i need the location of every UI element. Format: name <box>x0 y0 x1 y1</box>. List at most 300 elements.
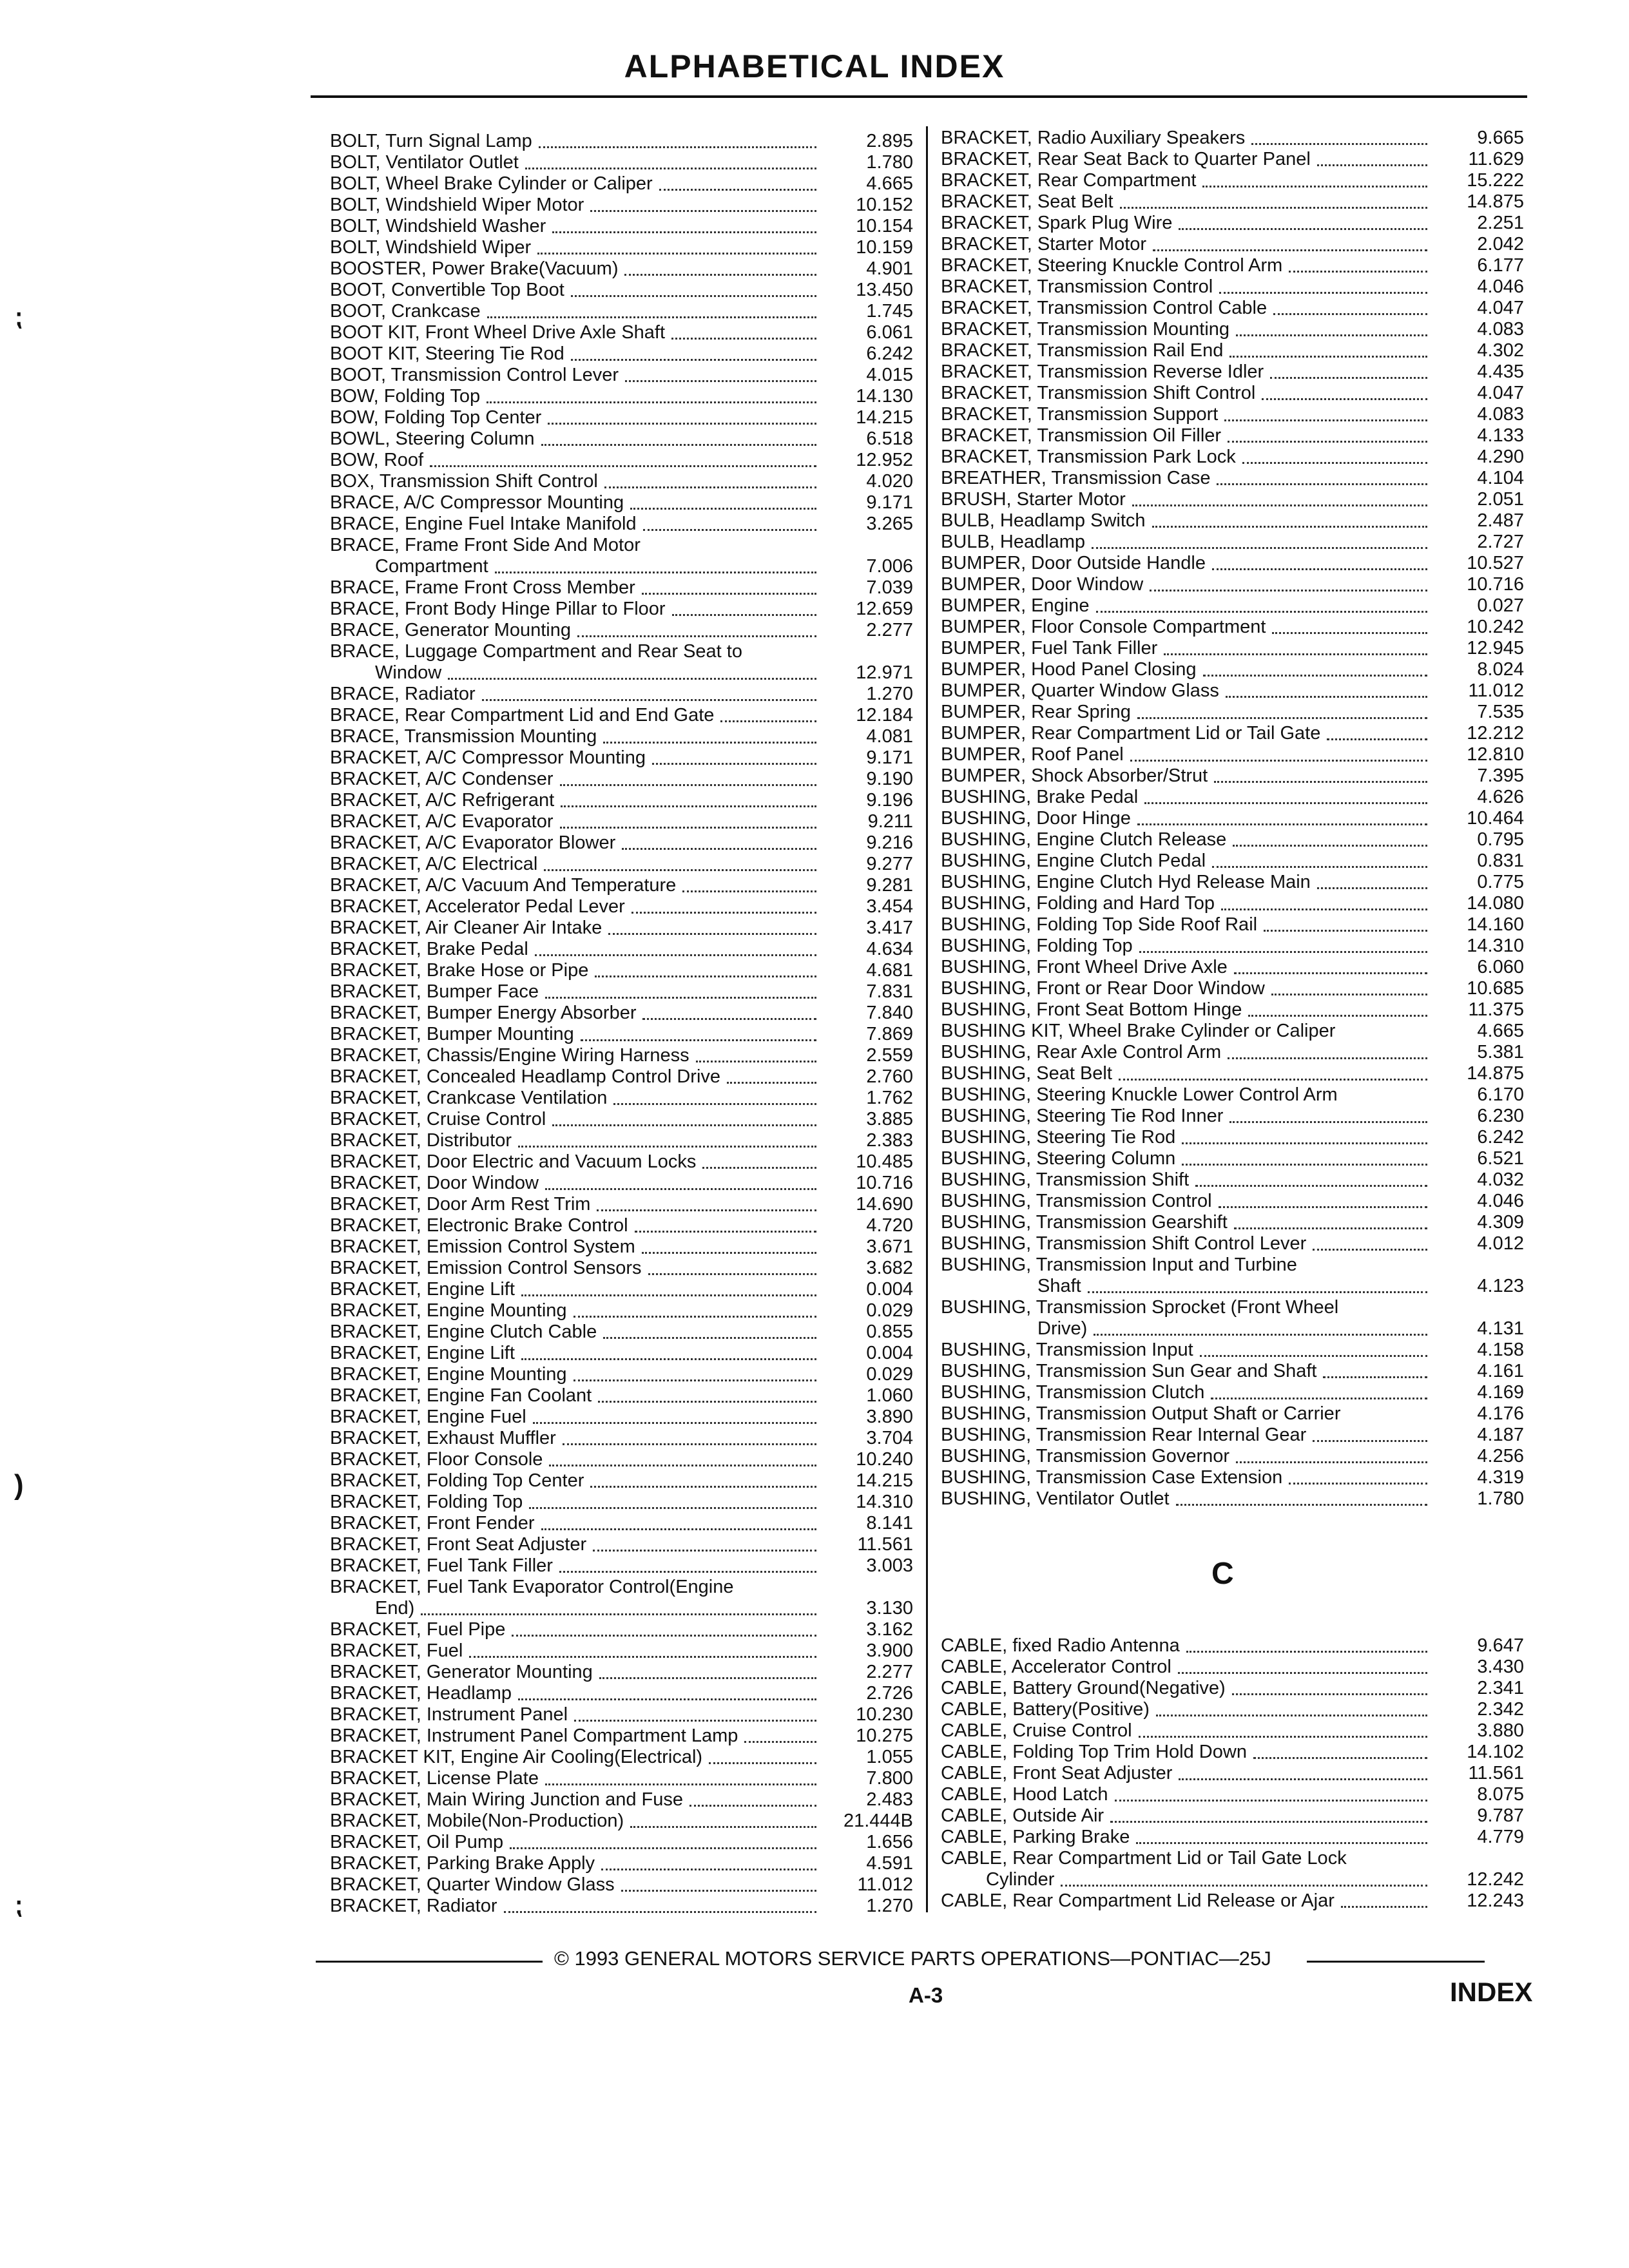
index-entry <box>330 1088 913 1109</box>
index-entry <box>330 769 913 790</box>
index-entry <box>330 514 913 535</box>
dot-leader <box>603 1321 816 1339</box>
entry-label: BUSHING, Transmission Shift <box>941 1169 1190 1190</box>
entry-page-ref: 10.242 <box>1467 617 1524 637</box>
entry-label: BOOT KIT, Steering Tie Rod <box>330 343 564 364</box>
index-entry <box>941 1127 1524 1148</box>
dot-leader <box>1323 1361 1427 1378</box>
index-entry <box>330 1513 913 1534</box>
dot-leader <box>574 1704 816 1722</box>
entry-label: BUSHING, Steering Tie Rod <box>941 1127 1176 1148</box>
index-entry <box>941 872 1524 893</box>
entry-page-ref: 7.039 <box>866 577 913 598</box>
index-entry <box>941 1805 1524 1827</box>
index-entry <box>330 1874 913 1896</box>
entry-label: BRACKET, Transmission Control <box>941 276 1213 297</box>
dot-leader <box>1236 1446 1427 1463</box>
dot-leader <box>1271 978 1427 995</box>
entry-page-ref: 9.171 <box>866 492 913 513</box>
index-entry <box>941 383 1524 404</box>
dot-leader <box>535 939 816 956</box>
index-entry <box>330 896 913 918</box>
index-entry <box>330 1683 913 1704</box>
index-entry <box>330 1343 913 1364</box>
entry-label: BRACKET, Floor Console <box>330 1449 543 1470</box>
dot-leader <box>1182 1127 1427 1144</box>
index-entry <box>330 1194 913 1215</box>
entry-label: BRACKET, Door Electric and Vacuum Locks <box>330 1151 697 1172</box>
entry-label: BRACKET, Concealed Headlamp Control Drive <box>330 1066 721 1087</box>
entry-page-ref: 4.032 <box>1477 1169 1524 1190</box>
entry-page-ref: 4.020 <box>866 471 913 492</box>
entry-label: BRACKET, Transmission Shift Control <box>941 383 1256 403</box>
index-entry <box>941 234 1524 255</box>
index-entry <box>941 1488 1524 1510</box>
dot-leader <box>563 1428 816 1445</box>
entry-label: BRACKET, Exhaust Muffler <box>330 1428 556 1448</box>
dot-leader <box>510 1832 816 1849</box>
entry-page-ref: 4.634 <box>866 939 913 959</box>
entry-label: BRACKET, Generator Mounting <box>330 1662 593 1682</box>
entry-label: BRACKET, Emission Control System <box>330 1236 635 1257</box>
dot-leader <box>642 577 816 595</box>
index-entry <box>330 258 913 280</box>
index-entry <box>941 1148 1524 1169</box>
entry-label: Compartment <box>375 556 488 577</box>
dot-leader <box>504 1896 816 1913</box>
index-entry <box>941 1021 1524 1042</box>
entry-page-ref: 10.152 <box>856 195 913 215</box>
dot-leader <box>1120 191 1427 209</box>
index-entry <box>941 1106 1524 1127</box>
index-entry <box>941 957 1524 978</box>
dot-leader <box>1234 1212 1427 1229</box>
entry-label: BRACKET, Fuel Pipe <box>330 1619 506 1640</box>
footer-rule-right <box>1307 1961 1485 1963</box>
entry-label: BOWL, Steering Column <box>330 428 535 449</box>
dot-leader <box>1115 1784 1427 1802</box>
entry-label: BOLT, Windshield Wiper Motor <box>330 195 584 215</box>
index-entry <box>941 213 1524 234</box>
entry-label: BRACKET, Electronic Brake Control <box>330 1215 628 1236</box>
entry-page-ref: 4.123 <box>1477 1276 1524 1296</box>
entry-label: BUSHING, Front Wheel Drive Axle <box>941 957 1228 977</box>
entry-page-ref: 4.047 <box>1477 298 1524 318</box>
index-entry <box>330 1577 913 1598</box>
entry-label: BOLT, Ventilator Outlet <box>330 152 519 173</box>
entry-page-ref: 10.716 <box>856 1173 913 1193</box>
entry-label: BOLT, Windshield Washer <box>330 216 546 236</box>
index-entry <box>330 1555 913 1577</box>
dot-leader <box>541 428 816 446</box>
entry-page-ref: 2.760 <box>866 1066 913 1087</box>
dot-leader <box>1203 659 1427 677</box>
index-entry <box>330 131 913 152</box>
dot-leader <box>709 1747 816 1764</box>
index-entry <box>941 298 1524 319</box>
entry-label: BRACKET, Air Cleaner Air Intake <box>330 918 602 938</box>
entry-label: BUSHING, Transmission Sun Gear and Shaft <box>941 1361 1317 1381</box>
entry-label: BRACKET, Emission Control Sensors <box>330 1258 642 1278</box>
index-entry <box>330 705 913 726</box>
dot-leader <box>545 1173 816 1190</box>
entry-page-ref: 2.277 <box>866 1662 913 1682</box>
entry-page-ref: 2.051 <box>1477 489 1524 510</box>
entry-page-ref: 4.176 <box>1477 1403 1524 1424</box>
index-entry <box>330 1173 913 1194</box>
dot-leader <box>487 386 816 403</box>
entry-page-ref: 4.015 <box>866 365 913 385</box>
entry-page-ref: 9.665 <box>1477 128 1524 148</box>
dot-leader <box>1182 1148 1427 1166</box>
entry-label: BRACKET, Engine Lift <box>330 1279 515 1300</box>
entry-page-ref: 14.690 <box>856 1194 913 1215</box>
index-entry <box>941 191 1524 213</box>
entry-label: BRACKET, Radio Auxiliary Speakers <box>941 128 1246 148</box>
entry-page-ref: 9.211 <box>867 811 913 832</box>
index-entry <box>330 535 913 556</box>
entry-page-ref: 4.104 <box>1477 468 1524 488</box>
entry-page-ref: 0.855 <box>866 1321 913 1342</box>
dot-leader <box>593 1534 816 1552</box>
entry-page-ref: 10.275 <box>856 1725 913 1746</box>
dot-leader <box>539 131 816 148</box>
dot-leader <box>727 1066 816 1084</box>
entry-page-ref: 3.417 <box>866 918 913 938</box>
index-entry <box>330 407 913 428</box>
entry-label: BUMPER, Shock Absorber/Strut <box>941 765 1208 786</box>
index-entry <box>941 999 1524 1021</box>
page-number: A-3 <box>909 1983 943 2007</box>
dot-leader <box>590 195 816 212</box>
index-entry <box>330 1258 913 1279</box>
entry-page-ref: 1.780 <box>866 152 913 173</box>
index-entry <box>941 702 1524 723</box>
entry-label: BOOT, Crankcase <box>330 301 481 322</box>
entry-page-ref: 6.060 <box>1477 957 1524 977</box>
index-entry <box>330 1704 913 1725</box>
entry-page-ref: 4.131 <box>1477 1318 1524 1339</box>
index-entry <box>330 280 913 301</box>
entry-label: BOW, Folding Top <box>330 386 481 407</box>
entry-label: BRACKET, Seat Belt <box>941 191 1113 212</box>
dot-leader <box>595 960 816 977</box>
entry-page-ref: 4.626 <box>1477 787 1524 807</box>
index-entry <box>330 1640 913 1662</box>
entry-page-ref: 4.081 <box>866 726 913 747</box>
dot-leader <box>630 1811 816 1828</box>
entry-label: BUSHING, Folding Top Side Roof Rail <box>941 914 1258 935</box>
entry-page-ref: 2.483 <box>866 1789 913 1810</box>
index-entry <box>330 1725 913 1747</box>
entry-page-ref: 15.222 <box>1467 170 1524 191</box>
entry-label: BREATHER, Transmission Case <box>941 468 1211 488</box>
dot-leader <box>1164 638 1427 655</box>
index-entry <box>330 1024 913 1045</box>
entry-page-ref: 0.004 <box>866 1279 913 1300</box>
entry-page-ref: 14.215 <box>856 1470 913 1491</box>
entry-page-ref: 11.012 <box>1468 680 1524 701</box>
dot-leader <box>559 1555 816 1573</box>
dot-leader <box>648 1258 816 1275</box>
index-entry <box>330 599 913 620</box>
entry-page-ref: 7.840 <box>866 1003 913 1023</box>
dot-leader <box>1242 447 1427 464</box>
entry-page-ref: 2.895 <box>866 131 913 151</box>
index-entry <box>941 510 1524 532</box>
entry-label: BRACKET, Fuel Tank Filler <box>330 1555 553 1576</box>
index-entry <box>941 255 1524 276</box>
entry-label: BRACKET, A/C Condenser <box>330 769 554 789</box>
entry-label: BRACKET, Brake Pedal <box>330 939 528 959</box>
dot-leader <box>621 1874 816 1892</box>
entry-page-ref: 6.177 <box>1477 255 1524 276</box>
index-entry <box>941 1254 1524 1276</box>
entry-label: BUSHING, Ventilator Outlet <box>941 1488 1170 1509</box>
dot-leader <box>521 1343 816 1360</box>
entry-label: BRACKET, Instrument Panel <box>330 1704 568 1725</box>
entry-page-ref: 4.435 <box>1477 361 1524 382</box>
entry-page-ref: 4.901 <box>866 258 913 279</box>
dot-leader <box>1248 999 1427 1017</box>
index-entry <box>941 765 1524 787</box>
entry-label: BUMPER, Hood Panel Closing <box>941 659 1197 680</box>
entry-page-ref: 9.281 <box>866 875 913 896</box>
entry-label: BRACKET, Front Fender <box>330 1513 535 1533</box>
dot-leader <box>1232 1678 1427 1695</box>
index-entry <box>941 553 1524 574</box>
entry-label: BRACKET, Transmission Control Cable <box>941 298 1268 318</box>
entry-label: BOOSTER, Power Brake(Vacuum) <box>330 258 619 279</box>
dot-leader <box>495 556 816 573</box>
dot-leader <box>1217 468 1427 485</box>
entry-label: BUSHING, Transmission Input <box>941 1340 1193 1360</box>
index-entry <box>941 1233 1524 1254</box>
entry-label: BUSHING, Seat Belt <box>941 1063 1112 1084</box>
entry-label: BRACE, Frame Front Cross Member <box>330 577 635 598</box>
dot-leader <box>1137 808 1427 825</box>
index-entry <box>941 1042 1524 1063</box>
dot-leader <box>1179 213 1427 230</box>
entry-label: BUSHING, Engine Clutch Pedal <box>941 850 1206 871</box>
dot-leader <box>642 1003 816 1020</box>
entry-label: BULB, Headlamp <box>941 532 1086 552</box>
entry-label: BRACKET, Bumper Energy Absorber <box>330 1003 637 1023</box>
dot-leader <box>613 1088 816 1105</box>
entry-label: BRACKET, Quarter Window Glass <box>330 1874 615 1895</box>
entry-page-ref: 12.810 <box>1467 744 1524 765</box>
entry-page-ref: 4.012 <box>1477 1233 1524 1254</box>
index-entry <box>330 1236 913 1258</box>
index-entry <box>941 1297 1524 1318</box>
index-entry <box>330 1003 913 1024</box>
entry-page-ref: 11.561 <box>1468 1763 1524 1783</box>
dot-leader <box>469 1640 816 1658</box>
entry-label: Cylinder <box>986 1869 1055 1890</box>
entry-label: BUMPER, Door Window <box>941 574 1144 595</box>
entry-page-ref: 1.270 <box>866 684 913 704</box>
entry-page-ref: 2.342 <box>1477 1699 1524 1720</box>
entry-page-ref: 3.430 <box>1477 1657 1524 1677</box>
dot-leader <box>1200 1340 1427 1357</box>
entry-page-ref: 12.659 <box>856 599 913 619</box>
index-entry <box>330 152 913 173</box>
entry-page-ref: 4.319 <box>1477 1467 1524 1488</box>
index-entry <box>330 216 913 237</box>
index-entry <box>941 1403 1524 1425</box>
index-entry <box>941 1382 1524 1403</box>
entry-page-ref: 6.170 <box>1477 1084 1524 1105</box>
entry-page-ref: 4.133 <box>1477 425 1524 446</box>
index-entry <box>330 1407 913 1428</box>
index-entry <box>941 319 1524 340</box>
entry-page-ref: 7.535 <box>1477 702 1524 722</box>
index-entry <box>941 1318 1524 1340</box>
index-entry <box>941 1063 1524 1084</box>
dot-leader <box>597 1194 816 1211</box>
entry-label: BRACKET, Fuel Tank Evaporator Control(Engine <box>330 1577 734 1597</box>
dot-leader <box>1228 1042 1427 1059</box>
index-entry <box>330 620 913 641</box>
entry-label: BRACKET, Transmission Mounting <box>941 319 1230 340</box>
index-entry <box>941 680 1524 702</box>
entry-page-ref: 4.309 <box>1477 1212 1524 1233</box>
entry-page-ref: 3.130 <box>866 1598 913 1619</box>
entry-page-ref: 3.900 <box>866 1640 913 1661</box>
dot-leader <box>574 1364 816 1381</box>
entry-page-ref: 3.704 <box>866 1428 913 1448</box>
dot-leader <box>622 832 816 850</box>
dot-leader <box>1327 723 1427 740</box>
dot-leader <box>545 981 816 999</box>
index-entry <box>330 1492 913 1513</box>
entry-label: BUSHING, Steering Tie Rod Inner <box>941 1106 1224 1126</box>
entry-page-ref: 1.270 <box>866 1896 913 1916</box>
entry-page-ref: 9.190 <box>866 769 913 789</box>
index-entry <box>941 489 1524 510</box>
entry-label: BRACKET, Oil Pump <box>330 1832 504 1852</box>
dot-leader <box>1211 1382 1427 1399</box>
dot-leader <box>1178 1657 1427 1674</box>
entry-label: BRACKET, License Plate <box>330 1768 539 1789</box>
entry-page-ref: 4.720 <box>866 1215 913 1236</box>
dot-leader <box>624 258 816 276</box>
index-entry <box>941 1446 1524 1467</box>
dot-leader <box>525 152 816 169</box>
entry-page-ref: 0.029 <box>866 1364 913 1385</box>
entry-label: BRACKET, Spark Plug Wire <box>941 213 1173 233</box>
dot-leader <box>1195 1169 1427 1187</box>
dot-leader <box>545 1768 816 1785</box>
index-entry <box>330 1215 913 1236</box>
entry-page-ref: 12.243 <box>1467 1890 1524 1911</box>
entry-page-ref: 6.518 <box>866 428 913 449</box>
entry-label: BRACE, Front Body Hinge Pillar to Floor <box>330 599 666 619</box>
entry-label: BRACKET, A/C Compressor Mounting <box>330 747 646 768</box>
dot-leader <box>421 1598 816 1615</box>
dot-leader <box>518 1683 816 1700</box>
dot-leader <box>1270 361 1427 379</box>
entry-label: BRACKET, Headlamp <box>330 1683 512 1704</box>
dot-leader <box>1130 744 1427 762</box>
entry-label: CABLE, fixed Radio Antenna <box>941 1635 1180 1656</box>
entry-label: BUMPER, Engine <box>941 595 1090 616</box>
index-entry <box>330 1534 913 1555</box>
entry-label: BRACKET, Rear Compartment <box>941 170 1197 191</box>
binding-mark: ⁏ <box>14 304 23 331</box>
entry-page-ref: 7.006 <box>866 556 913 577</box>
dot-leader <box>1253 1742 1427 1759</box>
index-entry <box>941 128 1524 149</box>
entry-label: BRACKET, A/C Evaporator <box>330 811 554 832</box>
entry-label: BRACKET, Engine Fuel <box>330 1407 526 1427</box>
entry-page-ref: 4.083 <box>1477 404 1524 425</box>
entry-page-ref: 10.240 <box>856 1449 913 1470</box>
index-entry <box>330 1896 913 1917</box>
dot-leader <box>521 1279 816 1296</box>
entry-label: BUSHING, Rear Axle Control Arm <box>941 1042 1222 1062</box>
entry-page-ref: 7.831 <box>866 981 913 1002</box>
entry-label: BUSHING, Transmission Rear Internal Gear <box>941 1425 1307 1445</box>
index-entry <box>941 447 1524 468</box>
dot-leader <box>635 1215 816 1233</box>
index-entry <box>330 918 913 939</box>
entry-page-ref: 14.215 <box>856 407 913 428</box>
entry-label: BUSHING, Front Seat Bottom Hinge <box>941 999 1242 1020</box>
index-entry <box>330 1364 913 1385</box>
entry-page-ref: 3.003 <box>866 1555 913 1576</box>
index-entry <box>330 173 913 195</box>
entry-label: BUMPER, Rear Compartment Lid or Tail Gate <box>941 723 1321 744</box>
index-entry <box>941 1635 1524 1657</box>
dot-leader <box>1156 1699 1427 1716</box>
dot-leader <box>512 1619 816 1637</box>
index-entry <box>330 1130 913 1151</box>
entry-label: BRACKET, A/C Vacuum And Temperature <box>330 875 677 896</box>
dot-leader <box>1289 255 1427 273</box>
entry-page-ref: 10.485 <box>856 1151 913 1172</box>
entry-label: BOOT, Transmission Control Lever <box>330 365 619 385</box>
entry-page-ref: 2.341 <box>1477 1678 1524 1698</box>
entry-page-ref: 12.952 <box>856 450 913 470</box>
entry-page-ref: 4.290 <box>1477 447 1524 467</box>
dot-leader <box>1219 276 1427 294</box>
entry-label: BUSHING, Transmission Input and Turbine <box>941 1254 1297 1275</box>
index-entry <box>330 1279 913 1300</box>
entry-page-ref: 7.395 <box>1477 765 1524 786</box>
entry-label: BRACKET, Brake Hose or Pipe <box>330 960 589 981</box>
dot-leader <box>430 450 816 467</box>
entry-page-ref: 3.682 <box>866 1258 913 1278</box>
entry-label: BRACKET, Crankcase Ventilation <box>330 1088 608 1108</box>
entry-label: BRACKET, Engine Fan Coolant <box>330 1385 592 1406</box>
index-entry <box>330 662 913 684</box>
entry-page-ref: 14.080 <box>1467 893 1524 914</box>
index-entry <box>330 747 913 769</box>
dot-leader <box>652 747 816 765</box>
index-entry <box>330 1151 913 1173</box>
entry-label: BUMPER, Rear Spring <box>941 702 1131 722</box>
entry-label: BUSHING, Front or Rear Door Window <box>941 978 1265 999</box>
entry-label: BRACKET, Chassis/Engine Wiring Harness <box>330 1045 689 1066</box>
entry-label: BRACKET, Transmission Park Lock <box>941 447 1236 467</box>
index-entry <box>941 532 1524 553</box>
dot-leader <box>1144 787 1427 804</box>
entry-page-ref: 11.629 <box>1468 149 1524 169</box>
dot-leader <box>1061 1869 1427 1887</box>
index-entry <box>941 1720 1524 1742</box>
index-entry <box>330 1449 913 1470</box>
